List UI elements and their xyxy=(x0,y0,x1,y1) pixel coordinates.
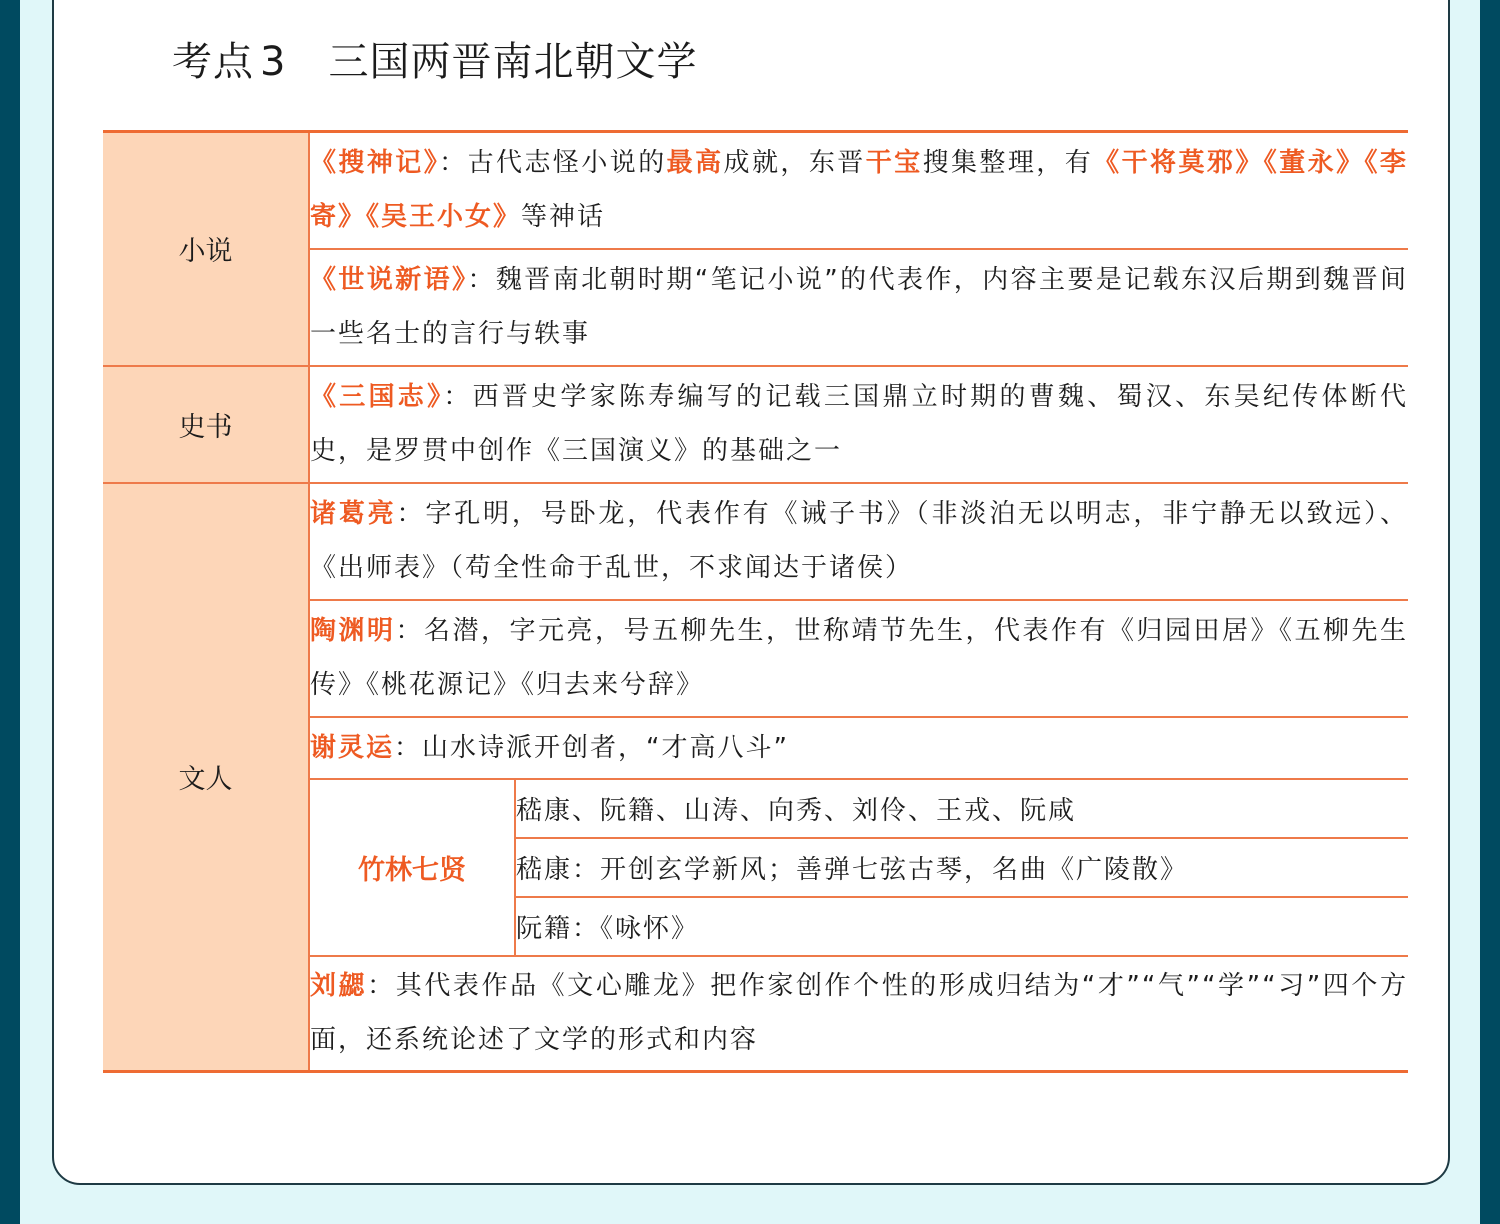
bamboo-item: 嵇康：开创玄学新风；善弹七弦古琴，名曲《广陵散》 xyxy=(515,838,1408,897)
category-writers: 文人 xyxy=(103,483,309,1072)
bamboo-item: 阮籍：《咏怀》 xyxy=(515,897,1408,955)
row-text xyxy=(309,717,1408,779)
bamboo-item: 嵇康、阮籍、山涛、向秀、刘伶、王戎、阮咸 xyxy=(516,795,1077,826)
left-edge-strip xyxy=(0,0,20,1224)
category-novel: 小说 xyxy=(103,132,309,366)
body-text: ：魏晋南北朝时期“笔记小说”的代表作，内容主要是记载东汉后期到魏晋间一些名士的言行与轶事 xyxy=(310,265,1408,349)
body-text: 搜集整理，有 xyxy=(922,148,1094,179)
bamboo-table xyxy=(310,780,1408,955)
body-text: ：古代志怪小说的 xyxy=(439,148,667,179)
highlight-text: 谢灵运 xyxy=(310,732,395,763)
body-text: ：其代表作品《文心雕龙》把作家创作个性的形成归结为“才”“气”“学”“习”四个方面，还系统论述了文学的形式和内容 xyxy=(310,971,1408,1056)
page-title xyxy=(172,34,697,90)
highlight-text: 刘勰 xyxy=(310,971,368,1002)
highlight-text: 《搜神记》 xyxy=(310,148,440,179)
body-text: ：西晋史学家陈寿编写的记载三国鼎立时期的曹魏、蜀汉、东吴纪传体断代史，是罗贯中创作《三国演义》的基础之一 xyxy=(310,382,1408,466)
highlight-text: 陶渊明 xyxy=(310,616,396,646)
category-history: 史书 xyxy=(103,366,309,483)
right-edge-strip xyxy=(1480,0,1500,1224)
body-text: ：山水诗派开创者，“才高八斗” xyxy=(394,732,789,763)
body-text: 等神话 xyxy=(521,202,606,233)
row-text xyxy=(309,366,1408,483)
highlight-text: 《干将莫邪》《董永》《李寄》《吴王小女》 xyxy=(310,148,1408,233)
body-text: ：名潜，字元亮，号五柳先生，世称靖节先生，代表作有《归园田居》《五柳先生传》《桃花源记》《归去来兮辞》 xyxy=(310,616,1408,700)
knowledge-table xyxy=(103,130,1408,1073)
table-row xyxy=(103,366,1408,483)
title-text: 三国两晋南北朝文学 xyxy=(328,39,698,85)
body-text: ：字孔明，号卧龙，代表作有《诫子书》（非淡泊无以明志，非宁静无以致远）、《出师表》（苟全性命于乱世，不求闻达于诸侯） xyxy=(310,499,1408,583)
bamboo-group xyxy=(309,779,1408,956)
highlight-text: 最高 xyxy=(666,148,724,179)
row-text xyxy=(309,483,1408,600)
title-prefix: 考点 xyxy=(172,39,254,85)
highlight-text: 《三国志》 xyxy=(310,382,444,412)
highlight-text: 诸葛亮 xyxy=(310,499,397,529)
row-text xyxy=(309,600,1408,717)
title-number: 3 xyxy=(260,39,287,85)
row-text xyxy=(309,249,1408,366)
highlight-text: 《世说新语》 xyxy=(310,265,468,295)
row-text xyxy=(309,956,1408,1072)
sub-row xyxy=(310,780,1408,838)
table-row xyxy=(103,132,1408,249)
highlight-text: 干宝 xyxy=(865,148,923,179)
table-row xyxy=(103,483,1408,600)
body-text: 成就，东晋 xyxy=(723,148,866,179)
bamboo-label: 竹林七贤 xyxy=(310,780,515,955)
row-text xyxy=(309,132,1408,249)
